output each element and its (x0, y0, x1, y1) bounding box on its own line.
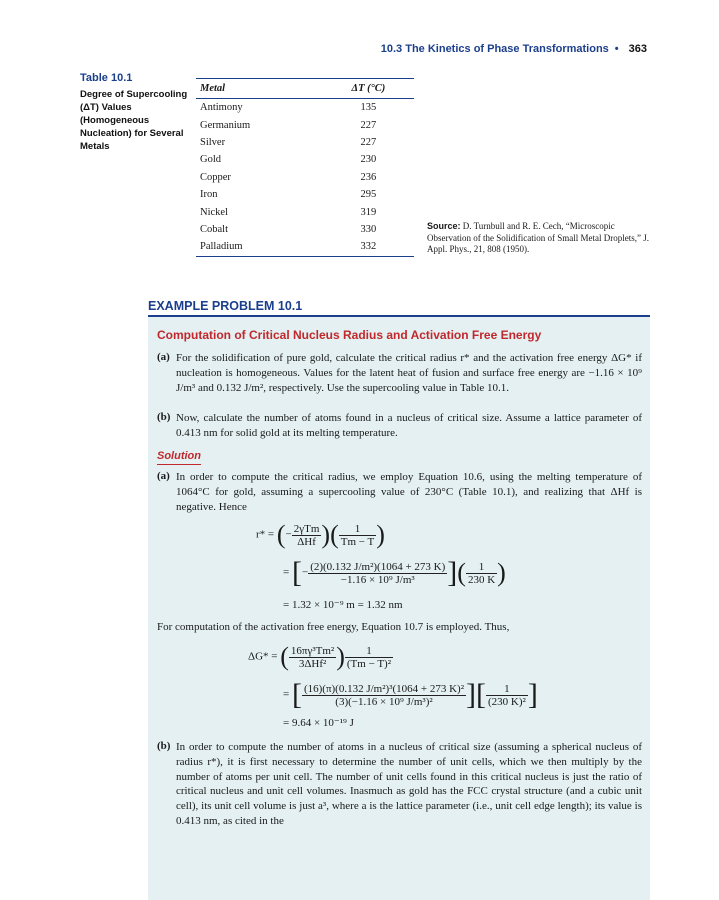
table-row (196, 99, 414, 117)
part-a-label: (a) (157, 351, 170, 363)
eq1-fraction-1: $\frac{\text{2γTm}}{\text{ΔHf}}$ (293, 522, 320, 548)
eq2-fraction-4: $\frac{1}{\text{(230 K)²}}$ (488, 682, 526, 708)
cell-dt: 332 (323, 238, 414, 256)
example-title: Computation of Critical Nucleus Radius and Activation Free Energy (157, 328, 542, 342)
table-row (196, 134, 414, 151)
table-caption (80, 72, 192, 153)
cell-dt: 230 (360, 154, 377, 166)
cell-metal: Gold (200, 154, 221, 166)
solution-b-label: (b) (157, 740, 171, 752)
eq-activation-energy-result: = 9.64 × 10⁻¹⁹ J (283, 717, 354, 729)
eq2-fraction-2: $\frac{1}{\text{(Tm − T)²}}$ (346, 644, 391, 670)
eq1-fraction-2: $\frac{1}{Tm - T}$ (340, 522, 375, 548)
table-row (196, 116, 414, 133)
cell-dt: 295 (360, 189, 377, 201)
solution-a-label: (a) (157, 470, 170, 482)
cell-metal: Antimony (200, 102, 243, 114)
eq1-fraction-3: $\frac{\text{(2)(0.132 J/m²)(1064 + 273 K)}}{\text{−1.16 × 10⁹ J/m³}}$ (310, 560, 446, 586)
part-a-text: For the solidification of pure gold, calculate the critical radius r* and the activation free energy ΔG* if nucleation is homogeneous. Values for the latent heat of fusion and surface free energy are −1.16 × 10⁹ J/m³ and 0.132 J/m², respectively. Use the supercooling value in Table 10.1. (176, 352, 642, 394)
cell-metal: Palladium (196, 238, 323, 256)
header-separator: • (614, 43, 619, 55)
supercooling-table (196, 78, 414, 257)
eq2-fraction-1: $\frac{\text{16πγ³Tm²}}{\text{3ΔHf²}}$ (290, 644, 335, 670)
table-row (196, 169, 414, 186)
eq-critical-radius-line2: = [− $\frac{\text{(2)(0.132 J/m²)(1064 + 273 K)}}{\text{−1.16 × 10⁹ J/m³}}$ ]( $\frac{1}{230 K}$ ) (283, 556, 506, 589)
cell-metal: Germanium (200, 119, 251, 131)
source-label: Source: (427, 221, 461, 231)
cell-metal: Nickel (200, 206, 228, 218)
eq-activation-energy-line1: ΔG* = ( $\frac{\text{16πγ³Tm²}}{\text{3ΔHf²}}$ ) $\frac{1}{\text{(Tm − T)²}}$ (248, 642, 391, 671)
table-number: Table 10.1 (80, 72, 133, 84)
eq2-lhs: ΔG* = (248, 650, 278, 663)
solution-label: Solution (157, 450, 201, 462)
cell-metal: Iron (200, 189, 218, 201)
source-text: D. Turnbull and R. E. Cech, “Microscopic Observation of the Solidification of Small Metal Droplets,” J. Appl. Phys., 21, 808 (1950). (427, 221, 649, 254)
cell-dt: 319 (360, 206, 377, 218)
table-row (196, 238, 414, 256)
between-text: For computation of the activation free energy, Equation 10.7 is employed. Thus, (157, 621, 510, 633)
page-number: 363 (628, 43, 647, 55)
cell-metal: Silver (200, 136, 226, 148)
table-row (196, 186, 414, 203)
part-b-text: Now, calculate the number of atoms found in a nucleus of critical size. Assume a lattice parameter of 0.413 nm for solid gold at its melting temperature. (176, 412, 642, 439)
part-b-label: (b) (157, 411, 171, 423)
table-caption-text: Degree of Supercooling (ΔT) Values (Homogeneous Nucleation) for Several Metals (80, 89, 188, 152)
table-row (196, 203, 414, 220)
cell-dt: 135 (360, 102, 377, 114)
eq-critical-radius-line1: r* = (− $\frac{\text{2γTm}}{\text{ΔHf}}$ )( $\frac{1}{Tm - T}$ ) (256, 520, 385, 549)
example-heading: EXAMPLE PROBLEM 10.1 (148, 299, 303, 313)
cell-dt: 227 (360, 136, 377, 148)
eq1-lhs: r* = (256, 528, 275, 541)
table-row (196, 221, 414, 238)
cell-metal: Copper (200, 171, 231, 183)
eq1-fraction-4: $\frac{1}{230 K}$ (467, 560, 496, 586)
solution-a-text: In order to compute the critical radius, we employ Equation 10.6, using the melting temperature of 1064°C for gold, assuming a supercooling value of 230°C (Table 10.1), and realizing that ΔHf is negative. Hence (176, 471, 642, 513)
table-row (196, 151, 414, 168)
cell-metal: Cobalt (200, 223, 228, 235)
solution-b-text: In order to compute the number of atoms in a nucleus of critical size (assuming a spherical nucleus of radius r*), it is first necessary to determine the number of unit cells, which we then multiply by the number of atoms per unit cell. The number of unit cells found in this critical nucleus is just the ratio of critical nucleus and unit cell volumes. Inasmuch as gold has the FCC crystal structure (and a cubic unit cell), its unit cell volume is just a³, where a is the lattice parameter (i.e., unit cell edge length); its value is 0.413 nm, as cited in the (176, 741, 642, 827)
col-header-metal: Metal (196, 79, 323, 99)
cell-dt: 236 (360, 171, 377, 183)
solution-underline (157, 464, 201, 465)
cell-dt: 227 (360, 119, 377, 131)
eq-activation-energy-line2: = [ $\frac{\text{(16)(π)(0.132 J/m²)³(1064 + 273 K)²}}{\text{(3)(−1.16 × 10⁹ J/m³)²}}$ ][ $\frac{1}{\text{(230 K)²}}$ ] (283, 678, 538, 711)
running-header (381, 43, 647, 55)
section-title: 10.3 The Kinetics of Phase Transformations (380, 43, 609, 55)
col-header-dt: ΔT (°C) (323, 79, 414, 99)
table-source-note (427, 221, 653, 256)
eq-critical-radius-result: = 1.32 × 10⁻⁹ m = 1.32 nm (283, 599, 403, 611)
eq2-fraction-3: $\frac{\text{(16)(π)(0.132 J/m²)³(1064 + 273 K)²}}{\text{(3)(−1.16 × 10⁹ J/m³)²}}$ (303, 682, 465, 708)
cell-dt: 330 (360, 223, 377, 235)
